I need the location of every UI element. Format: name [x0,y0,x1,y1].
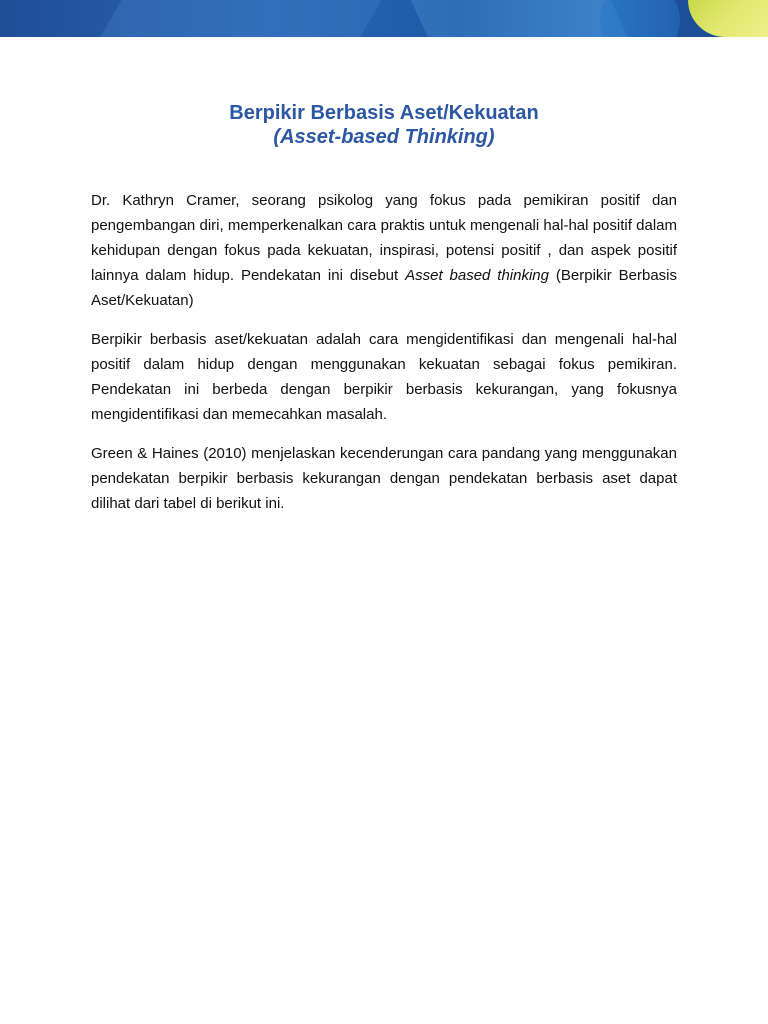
paragraph-1-text-end: (Berpikir Berbasis Aset/Kekuatan) [91,267,677,309]
title-block [0,101,768,149]
paragraph-1-text: Dr. Kathryn Cramer, seorang psikolog yang fokus pada pemikiran positif dan pengembangan diri, memperkenalkan cara praktis untuk mengenali hal-hal positif dalam kehidupan dengan fokus pada kekuatan, inspirasi, potensi positif , dan aspek positif lainnya dalam hidup. Pendekatan ini disebut [91,192,677,284]
paragraph-2: Berpikir berbasis aset/kekuatan adalah cara mengidentifikasi dan mengenali hal-hal positif dalam hidup dengan menggunakan kekuatan sebagai fokus pemikiran. Pendekatan ini berbeda dengan berpikir berbasis kekurangan, yang fokusnya mengidentifikasi dan memecahkan masalah. [91,331,677,423]
page-title: Berpikir Berbasis Aset/Kekuatan [229,102,539,124]
banner-decoration [600,0,680,37]
paragraph-1 [91,188,677,313]
header-banner [0,0,768,37]
page-subtitle: (Asset-based Thinking) [273,126,495,148]
paragraph-1-italic-term: Asset based thinking [405,267,549,284]
paragraph-3: Green & Haines (2010) menjelaskan kecenderungan cara pandang yang menggunakan pendekatan berpikir berbasis kekurangan dengan pendekatan berbasis aset dapat dilihat dari tabel di berikut ini. [91,445,677,512]
banner-accent [688,0,768,37]
banner-decoration [75,0,404,37]
body-text [91,188,677,530]
